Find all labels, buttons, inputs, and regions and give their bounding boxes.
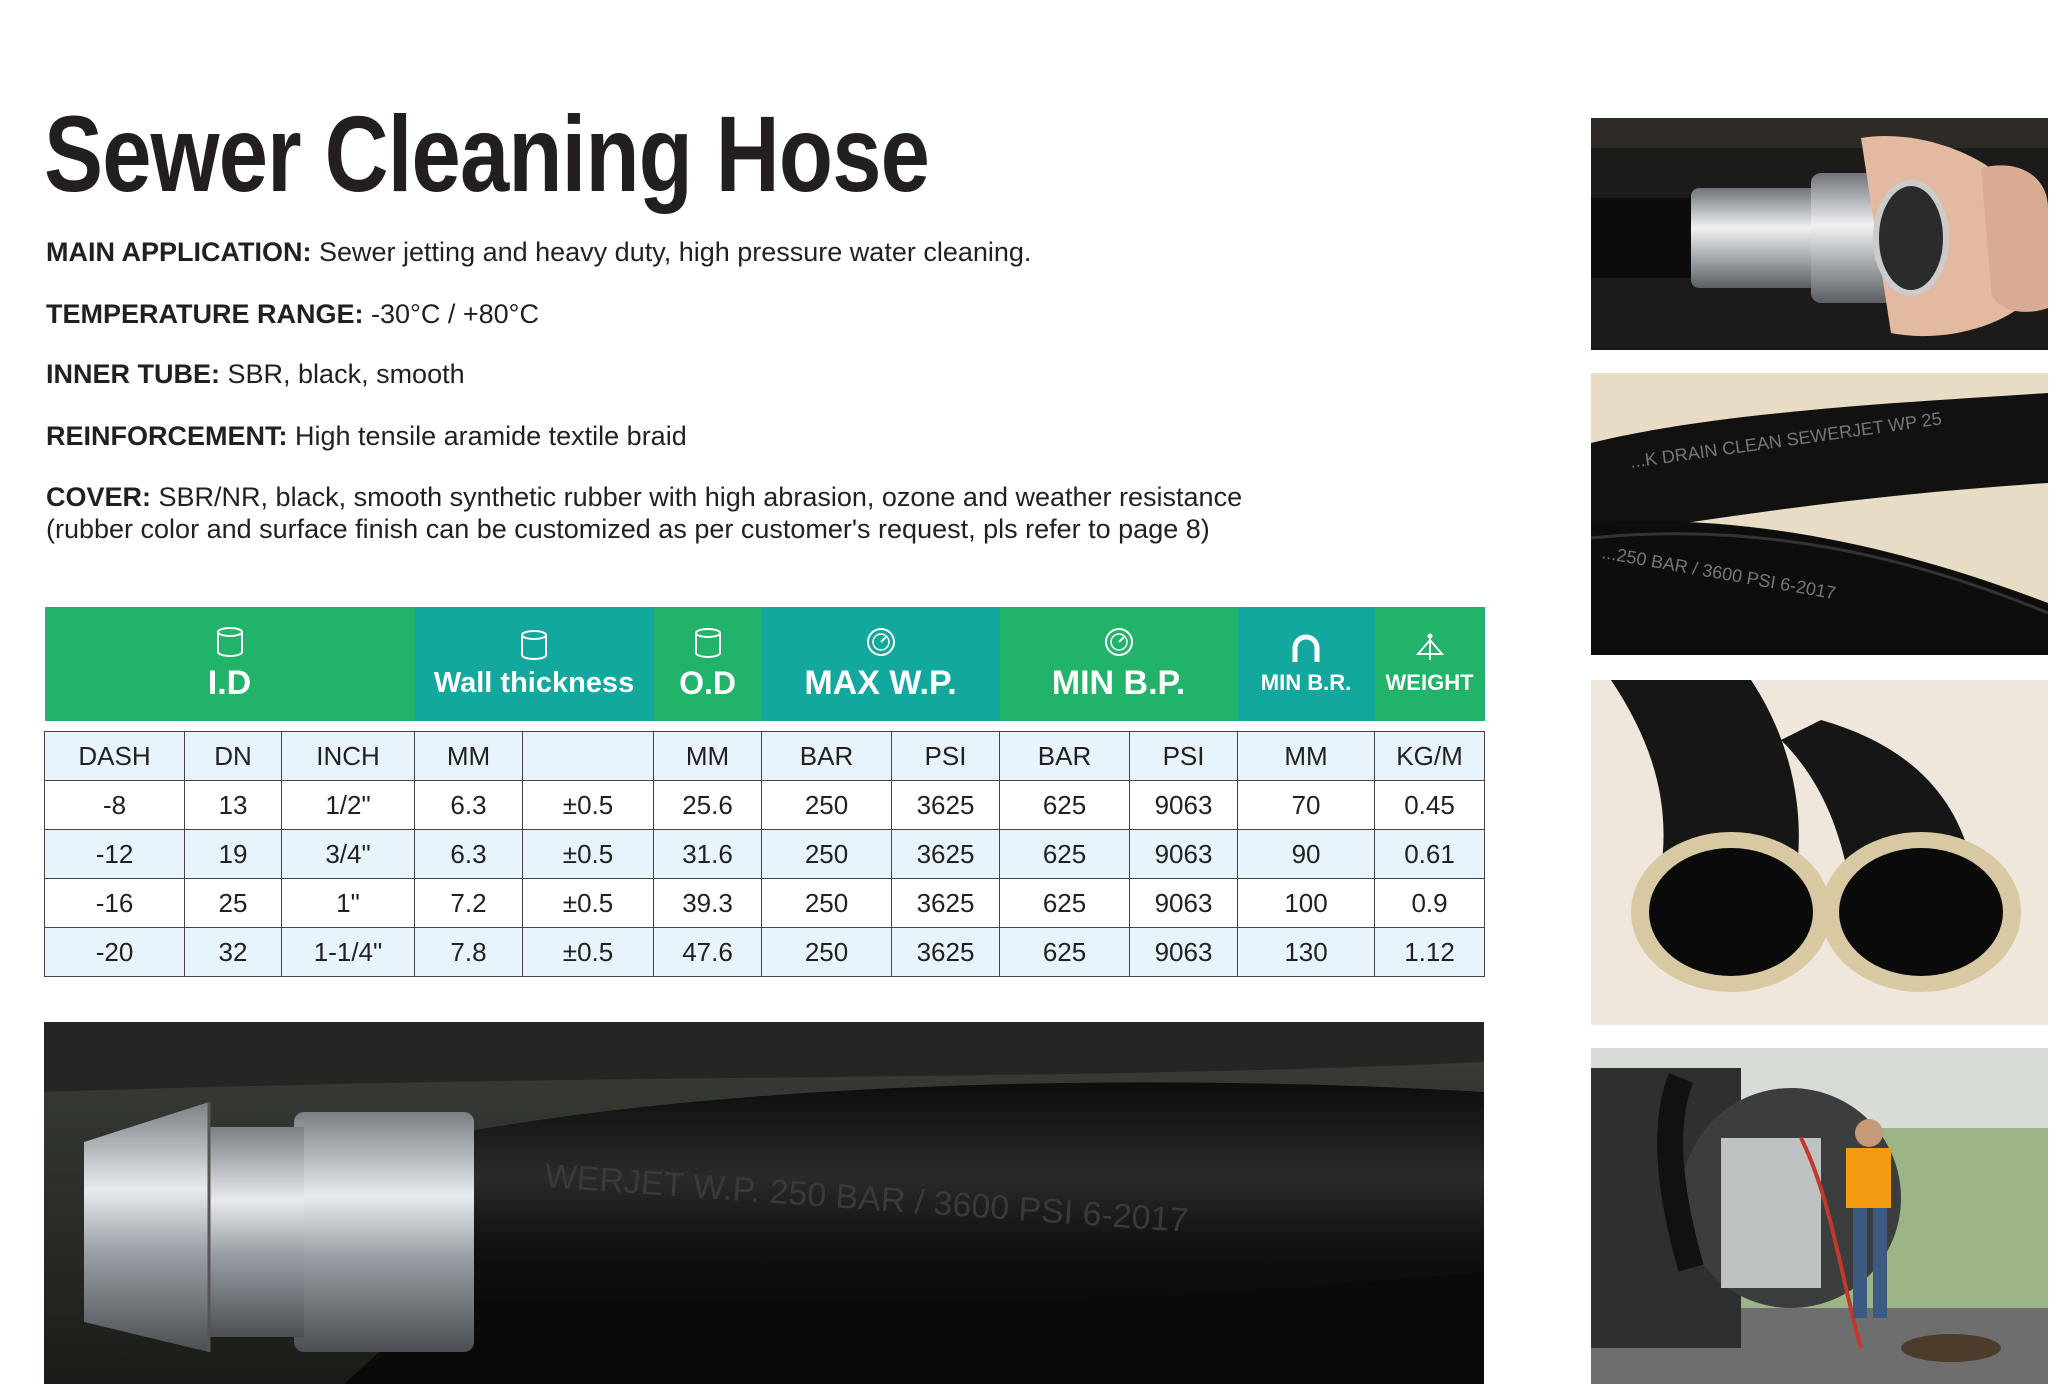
table-cell: 39.3 (654, 879, 762, 928)
table-cell: 625 (1000, 781, 1130, 830)
table-cell: 19 (185, 830, 282, 879)
table-cell: INCH (282, 732, 415, 781)
header-label: O.D (679, 664, 736, 701)
table-cell: 6.3 (415, 781, 523, 830)
table-cell: 13 (185, 781, 282, 830)
spec-label: TEMPERATURE RANGE: (46, 299, 364, 329)
table-cell: DASH (45, 732, 185, 781)
table-cell: -12 (45, 830, 185, 879)
table-cell: 25 (185, 879, 282, 928)
table-cell: 47.6 (654, 928, 762, 977)
table-cell (523, 732, 654, 781)
table-cell: 3/4" (282, 830, 415, 879)
table-cell: 625 (1000, 928, 1130, 977)
table-cell: ±0.5 (523, 879, 654, 928)
table-cell: -8 (45, 781, 185, 830)
table-cell: 9063 (1130, 879, 1238, 928)
table-cell: ±0.5 (523, 830, 654, 879)
table-cell: 25.6 (654, 781, 762, 830)
table-cell: 3625 (892, 879, 1000, 928)
tube-icon (215, 626, 245, 658)
header-min-bp (1000, 607, 1238, 721)
table-cell: KG/M (1375, 732, 1485, 781)
header-id (45, 607, 415, 721)
header-min-br (1238, 607, 1375, 721)
table-cell: 6.3 (415, 830, 523, 879)
header-label: MAX W.P. (804, 663, 957, 702)
table-cell: MM (654, 732, 762, 781)
spec-value: SBR/NR, black, smooth synthetic rubber with high abrasion, ozone and weather resistance (158, 482, 1243, 512)
page-title: Sewer Cleaning Hose (44, 93, 930, 214)
gauge-icon (865, 626, 897, 658)
spec-value: High tensile aramide textile braid (295, 421, 687, 451)
spec-value: -30°C / +80°C (371, 299, 539, 329)
spec-label: COVER: (46, 482, 152, 512)
tube-icon (693, 627, 723, 659)
table-cell: 1/2" (282, 781, 415, 830)
table-cell: 250 (762, 879, 892, 928)
header-label: WEIGHT (1385, 670, 1474, 695)
header-label: MIN B.R. (1260, 670, 1352, 695)
table-cell: BAR (1000, 732, 1130, 781)
spec-note: (rubber color and surface finish can be customized as per customer's request, pls refer to page 8) (46, 514, 1210, 544)
header-wall-thickness (415, 607, 654, 721)
table-cell: 1.12 (1375, 928, 1485, 977)
bend-radius-icon (1289, 632, 1323, 664)
table-cell: 7.8 (415, 928, 523, 977)
header-od (654, 607, 762, 721)
hose-ends-photo (1591, 680, 2048, 1025)
spec-table (44, 607, 1485, 977)
table-cell: 130 (1238, 928, 1375, 977)
table-row (45, 879, 1485, 928)
table-row (45, 830, 1485, 879)
table-cell: 9063 (1130, 928, 1238, 977)
table-cell: 31.6 (654, 830, 762, 879)
spec-reinforcement (46, 420, 1246, 452)
table-cell: BAR (762, 732, 892, 781)
spec-cover (46, 481, 1246, 545)
spec-main-application (46, 236, 1246, 268)
table-cell: 1-1/4" (282, 928, 415, 977)
table-cell: 70 (1238, 781, 1375, 830)
header-weight (1375, 607, 1485, 721)
table-cell: -16 (45, 879, 185, 928)
spec-label: MAIN APPLICATION: (46, 237, 312, 267)
header-label: I.D (207, 663, 252, 702)
table-cell: 3625 (892, 830, 1000, 879)
hose-print-text: WERJET W.P. 250 BAR / 3600 PSI 6-2017 (543, 1157, 1190, 1240)
table-cell: 7.2 (415, 879, 523, 928)
table-row (45, 928, 1485, 977)
banner-hose-photo (44, 1022, 1484, 1384)
spec-value: Sewer jetting and heavy duty, high pressure water cleaning. (319, 237, 1032, 267)
table-cell: 90 (1238, 830, 1375, 879)
table-cell: ±0.5 (523, 928, 654, 977)
table-cell: 250 (762, 928, 892, 977)
table-cell: 250 (762, 781, 892, 830)
table-cell: MM (415, 732, 523, 781)
tube-icon (519, 629, 549, 661)
gauge-icon (1103, 626, 1135, 658)
fitting-closeup-photo (1591, 118, 2048, 350)
table-cell: ±0.5 (523, 781, 654, 830)
table-cell: 0.61 (1375, 830, 1485, 879)
table-cell: -20 (45, 928, 185, 977)
table-cell: 9063 (1130, 830, 1238, 879)
spec-inner-tube (46, 358, 1246, 390)
header-max-wp (762, 607, 1000, 721)
table-cell: 100 (1238, 879, 1375, 928)
table-cell: PSI (1130, 732, 1238, 781)
worker-truck-photo (1591, 1048, 2048, 1384)
table-cell: 625 (1000, 879, 1130, 928)
table-cell: DN (185, 732, 282, 781)
header-label: MIN B.P. (1051, 663, 1186, 702)
table-cell: 3625 (892, 781, 1000, 830)
spec-temperature-range (46, 298, 1246, 330)
table-cell: 625 (1000, 830, 1130, 879)
table-cell: PSI (892, 732, 1000, 781)
table-cell: 32 (185, 928, 282, 977)
table-cell: 0.45 (1375, 781, 1485, 830)
table-cell: 1" (282, 879, 415, 928)
spec-label: INNER TUBE: (46, 359, 220, 389)
spec-value: SBR, black, smooth (227, 359, 465, 389)
hose-print-line1: ...K DRAIN CLEAN SEWERJET WP 25 (1628, 408, 1943, 472)
table-cell: 9063 (1130, 781, 1238, 830)
table-row (45, 781, 1485, 830)
table-header-row (45, 607, 1485, 721)
table-cell: 250 (762, 830, 892, 879)
table-unit-row (45, 732, 1485, 781)
spec-label: REINFORCEMENT: (46, 421, 288, 451)
table-cell: 3625 (892, 928, 1000, 977)
header-label: Wall thickness (433, 666, 635, 699)
table-cell: 0.9 (1375, 879, 1485, 928)
table-cell: MM (1238, 732, 1375, 781)
hose-print-line2: ...250 BAR / 3600 PSI 6-2017 (1600, 542, 1838, 604)
printed-hose-photo (1591, 373, 2048, 655)
weight-icon (1414, 632, 1446, 664)
